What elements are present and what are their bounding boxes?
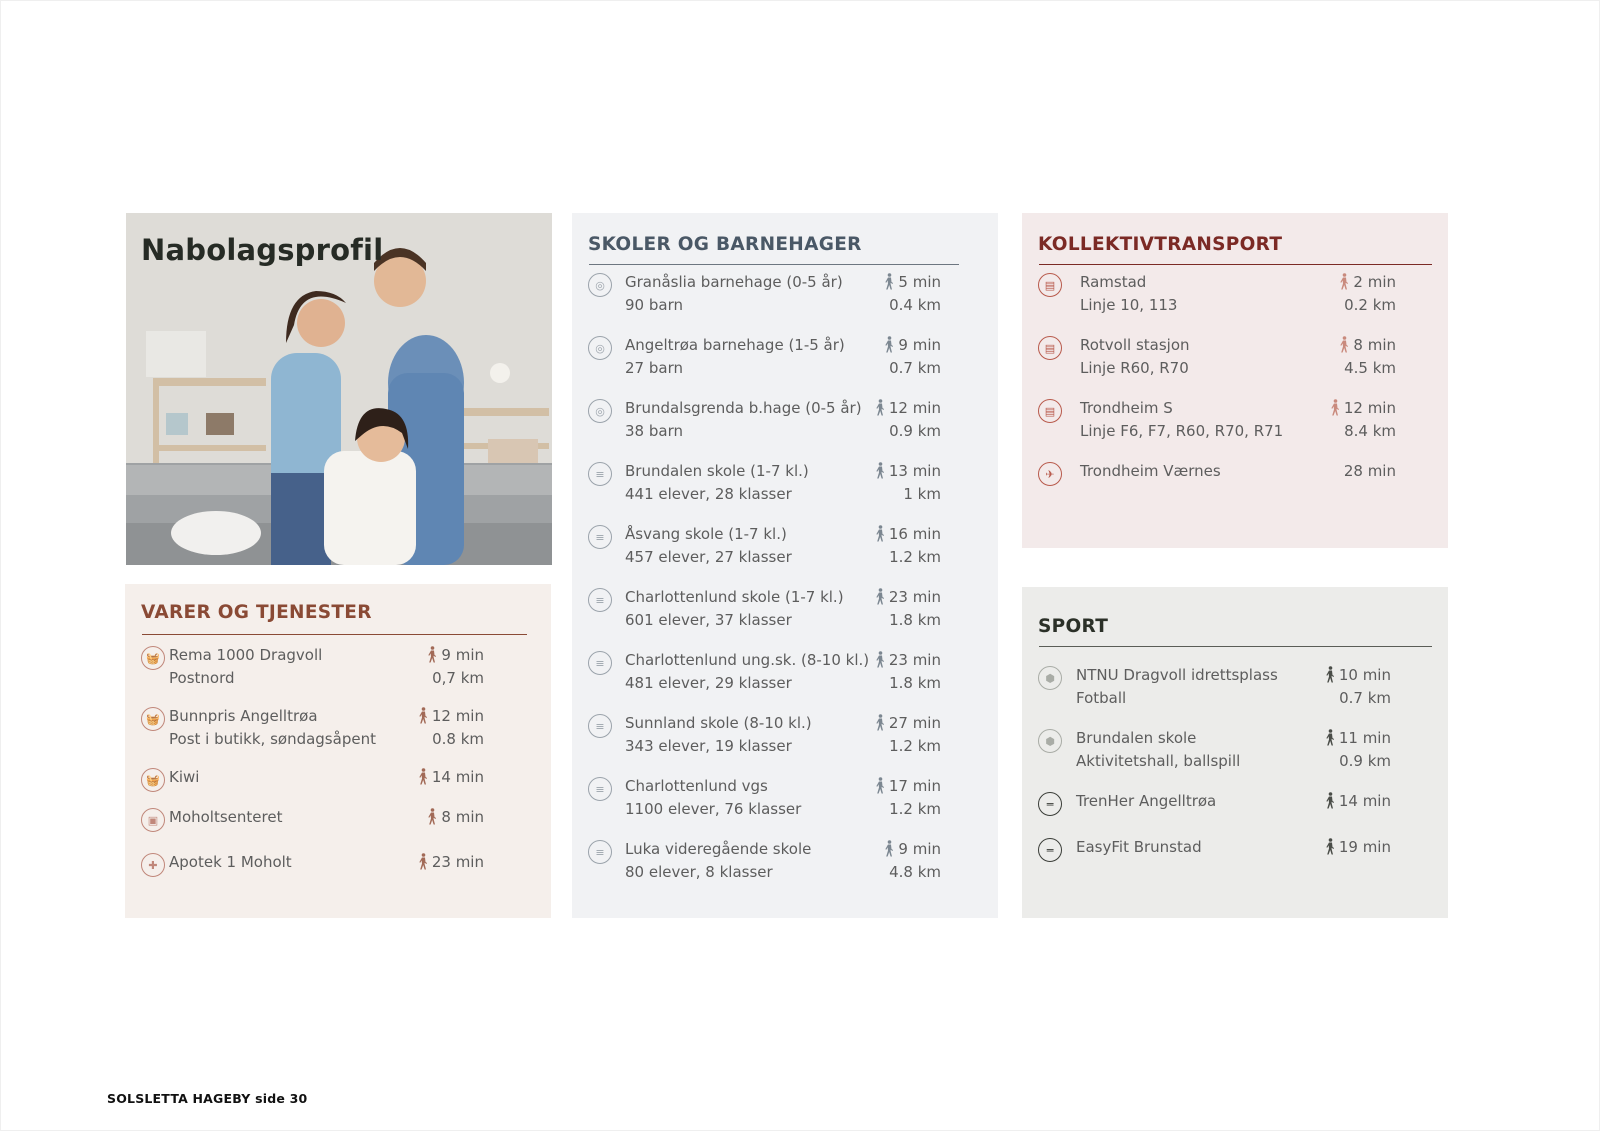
panel-skoler-og-barnehager [572, 213, 998, 918]
item-travel-time: 23 min [888, 651, 941, 669]
item-name: Charlottenlund vgs [625, 777, 768, 795]
item-distance: 0.7 km [1339, 689, 1391, 707]
item-distance: 8.4 km [1344, 422, 1396, 440]
item-name: Rotvoll stasjon [1080, 336, 1190, 354]
item-distance: 4.8 km [889, 863, 941, 881]
item-travel-time: 27 min [888, 714, 941, 732]
item-distance: 1.2 km [889, 737, 941, 755]
item-name: TrenHer Angelltrøa [1076, 792, 1217, 810]
item-name: EasyFit Brunstad [1076, 838, 1202, 856]
item-detail: Postnord [169, 669, 235, 687]
item-travel-time: 10 min [1338, 666, 1391, 684]
books-icon: ≡ [588, 777, 612, 801]
item-distance: 1.2 km [889, 800, 941, 818]
bus-icon: ▤ [1038, 273, 1062, 297]
bus-icon: ▤ [1038, 336, 1062, 360]
item-travel-time: 17 min [888, 777, 941, 795]
walking-icon [875, 714, 885, 731]
item-detail: 80 elever, 8 klasser [625, 863, 773, 881]
panel-title: VARER OG TJENESTER [141, 602, 372, 623]
page-footer: SOLSLETTA HAGEBY side 30 [107, 1091, 308, 1106]
walking-icon [884, 336, 894, 353]
item-travel-time: 12 min [888, 399, 941, 417]
item-name: Trondheim Værnes [1080, 462, 1221, 480]
item-distance: 0.8 km [432, 730, 484, 748]
books-icon: ≡ [588, 588, 612, 612]
item-travel-time: 11 min [1338, 729, 1391, 747]
basket-icon: 🧺 [141, 646, 165, 670]
basket-icon: 🧺 [141, 768, 165, 792]
item-travel-time: 2 min [1353, 273, 1396, 291]
item-detail: 457 elever, 27 klasser [625, 548, 792, 566]
list-item [572, 462, 998, 508]
list-item [572, 399, 998, 445]
item-name: Angeltrøa barnehage (1-5 år) [625, 336, 845, 354]
item-travel-time: 8 min [441, 808, 484, 826]
list-item [572, 588, 998, 634]
item-travel-time: 14 min [431, 768, 484, 786]
books-icon: ≡ [588, 840, 612, 864]
list-item [125, 707, 551, 753]
item-detail: Post i butikk, søndagsåpent [169, 730, 376, 748]
dumbbell-icon: ═ [1038, 792, 1062, 816]
panel-kollektivtransport [1022, 213, 1448, 548]
item-distance: 0.7 km [889, 359, 941, 377]
item-name: Brundalsgrenda b.hage (0-5 år) [625, 399, 862, 417]
item-detail: Linje F6, F7, R60, R70, R71 [1080, 422, 1284, 440]
item-detail: 481 elever, 29 klasser [625, 674, 792, 692]
rattle-icon: ◎ [588, 399, 612, 423]
item-distance: 0.4 km [889, 296, 941, 314]
walking-icon [1330, 399, 1340, 416]
item-detail: 38 barn [625, 422, 683, 440]
dumbbell-icon: ═ [1038, 838, 1062, 862]
item-detail: 343 elever, 19 klasser [625, 737, 792, 755]
walking-icon [875, 651, 885, 668]
family-photo [126, 213, 552, 565]
item-name: Brundalen skole (1-7 kl.) [625, 462, 809, 480]
books-icon: ≡ [588, 462, 612, 486]
list-item [572, 651, 998, 697]
item-name: Granåslia barnehage (0-5 år) [625, 273, 843, 291]
item-travel-time: 19 min [1338, 838, 1391, 856]
item-name: Brundalen skole [1076, 729, 1197, 747]
item-travel-time: 9 min [441, 646, 484, 664]
item-distance: 1 km [903, 485, 941, 503]
item-distance: 1.2 km [889, 548, 941, 566]
panel-divider [142, 634, 527, 635]
item-travel-time: 12 min [1343, 399, 1396, 417]
item-travel-time: 9 min [898, 336, 941, 354]
rattle-icon: ◎ [588, 273, 612, 297]
list-item [1022, 838, 1448, 884]
list-item [125, 853, 551, 899]
walking-icon [1325, 792, 1335, 809]
list-item [1022, 399, 1448, 445]
item-name: Charlottenlund ung.sk. (8-10 kl.) [625, 651, 870, 669]
walking-icon [1325, 729, 1335, 746]
item-name: Åsvang skole (1-7 kl.) [625, 525, 787, 543]
item-travel-time: 28 min [1343, 462, 1396, 480]
shopping-bag-icon: ▣ [141, 808, 165, 832]
item-name: Charlottenlund skole (1-7 kl.) [625, 588, 844, 606]
item-name: Sunnland skole (8-10 kl.) [625, 714, 812, 732]
walking-icon [1325, 838, 1335, 855]
item-detail: 90 barn [625, 296, 683, 314]
item-name: Kiwi [169, 768, 200, 786]
walking-icon [875, 462, 885, 479]
item-travel-time: 12 min [431, 707, 484, 725]
item-name: Luka videregående skole [625, 840, 812, 858]
item-name: NTNU Dragvoll idrettsplass [1076, 666, 1278, 684]
books-icon: ≡ [588, 651, 612, 675]
item-detail: Linje 10, 113 [1080, 296, 1178, 314]
item-distance: 0.9 km [1339, 752, 1391, 770]
walking-icon [1339, 273, 1349, 290]
item-distance: 1.8 km [889, 611, 941, 629]
walking-icon [1325, 666, 1335, 683]
item-travel-time: 13 min [888, 462, 941, 480]
item-detail: 601 elever, 37 klasser [625, 611, 792, 629]
item-travel-time: 14 min [1338, 792, 1391, 810]
panel-divider [1039, 264, 1432, 265]
item-travel-time: 23 min [888, 588, 941, 606]
list-item [572, 777, 998, 823]
list-item [125, 646, 551, 692]
list-item [1022, 462, 1448, 508]
item-distance: 1.8 km [889, 674, 941, 692]
list-item [1022, 273, 1448, 319]
item-name: Moholtsenteret [169, 808, 283, 826]
bus-icon: ▤ [1038, 399, 1062, 423]
item-travel-time: 5 min [898, 273, 941, 291]
walking-icon [875, 525, 885, 542]
item-detail: Linje R60, R70 [1080, 359, 1189, 377]
list-item [572, 273, 998, 319]
list-item [572, 714, 998, 760]
football-icon: ⬢ [1038, 666, 1062, 690]
rattle-icon: ◎ [588, 336, 612, 360]
walking-icon [427, 808, 437, 825]
walking-icon [1339, 336, 1349, 353]
panel-sport [1022, 587, 1448, 918]
walking-icon [427, 646, 437, 663]
item-name: Rema 1000 Dragvoll [169, 646, 323, 664]
list-item [572, 525, 998, 571]
walking-icon [418, 853, 428, 870]
item-detail: Fotball [1076, 689, 1127, 707]
books-icon: ≡ [588, 714, 612, 738]
walking-icon [418, 707, 428, 724]
panel-title: KOLLEKTIVTRANSPORT [1038, 234, 1283, 255]
item-travel-time: 23 min [431, 853, 484, 871]
item-name: Apotek 1 Moholt [169, 853, 292, 871]
books-icon: ≡ [588, 525, 612, 549]
list-item [572, 840, 998, 886]
item-distance: 0.9 km [889, 422, 941, 440]
walking-icon [875, 777, 885, 794]
item-detail: 441 elever, 28 klasser [625, 485, 792, 503]
item-name: Bunnpris Angelltrøa [169, 707, 318, 725]
item-detail: 1100 elever, 76 klasser [625, 800, 802, 818]
walking-icon [884, 273, 894, 290]
item-name: Trondheim S [1080, 399, 1173, 417]
list-item [1022, 666, 1448, 712]
panel-varer-og-tjenester [125, 584, 551, 918]
item-travel-time: 16 min [888, 525, 941, 543]
panel-title: SKOLER OG BARNEHAGER [588, 234, 862, 255]
item-travel-time: 8 min [1353, 336, 1396, 354]
football-icon: ⬢ [1038, 729, 1062, 753]
list-item [1022, 792, 1448, 838]
list-item [125, 808, 551, 854]
panel-divider [589, 264, 959, 265]
item-distance: 0,7 km [432, 669, 484, 687]
list-item [1022, 729, 1448, 775]
item-distance: 0.2 km [1344, 296, 1396, 314]
list-item [1022, 336, 1448, 382]
walking-icon [875, 588, 885, 605]
walking-icon [418, 768, 428, 785]
item-detail: 27 barn [625, 359, 683, 377]
item-travel-time: 9 min [898, 840, 941, 858]
panel-divider [1039, 646, 1432, 647]
panel-title: SPORT [1038, 616, 1109, 637]
walking-icon [884, 840, 894, 857]
pharmacy-icon: ✚ [141, 853, 165, 877]
list-item [572, 336, 998, 382]
item-name: Ramstad [1080, 273, 1147, 291]
item-distance: 4.5 km [1344, 359, 1396, 377]
item-detail: Aktivitetshall, ballspill [1076, 752, 1241, 770]
page-title: Nabolagsprofil [141, 233, 384, 267]
basket-icon: 🧺 [141, 707, 165, 731]
walking-icon [875, 399, 885, 416]
airplane-icon: ✈ [1038, 462, 1062, 486]
